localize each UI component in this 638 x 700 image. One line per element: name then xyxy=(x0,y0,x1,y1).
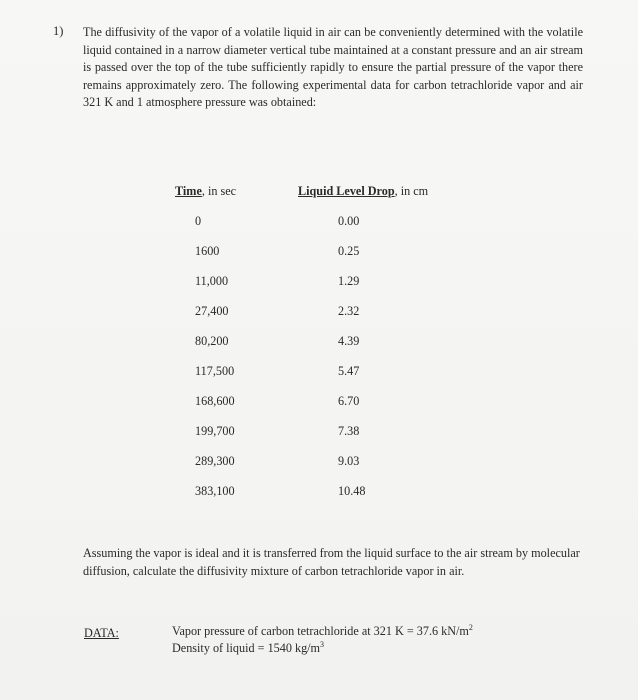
time-cell: 383,100 xyxy=(195,484,235,498)
data-table xyxy=(0,210,638,510)
level-cell: 6.70 xyxy=(338,394,360,408)
data-values xyxy=(172,623,473,657)
level-header-label: Liquid Level Drop xyxy=(298,184,395,198)
table-row xyxy=(0,300,638,330)
level-cell: 0.00 xyxy=(338,214,360,228)
table-row xyxy=(0,480,638,510)
level-cell: 9.03 xyxy=(338,454,360,468)
time-cell: 27,400 xyxy=(195,304,229,318)
table-row xyxy=(0,360,638,390)
level-cell: 2.32 xyxy=(338,304,360,318)
time-cell: 199,700 xyxy=(195,424,235,438)
table-row xyxy=(0,240,638,270)
table-header-time xyxy=(175,184,236,199)
time-cell: 0 xyxy=(195,214,202,228)
question-text: Assuming the vapor is ideal and it is transferred from the liquid surface to the air stream by molecular diffusion, calculate the diffusivity mixture of carbon tetrachloride vapor in air. xyxy=(83,546,580,578)
table-header-level xyxy=(298,184,428,199)
time-cell: 289,300 xyxy=(195,454,235,468)
data-label: DATA: xyxy=(84,626,119,640)
level-cell: 5.47 xyxy=(338,364,360,378)
table-row xyxy=(0,420,638,450)
vapor-pressure-line xyxy=(172,623,473,640)
time-cell: 11,000 xyxy=(195,274,229,288)
table-row xyxy=(0,330,638,360)
level-cell: 10.48 xyxy=(338,484,366,498)
table-row xyxy=(0,210,638,240)
table-row xyxy=(0,390,638,420)
level-cell: 7.38 xyxy=(338,424,360,438)
level-cell: 4.39 xyxy=(338,334,360,348)
time-header-unit: , in sec xyxy=(201,184,237,198)
table-row xyxy=(0,270,638,300)
table-row xyxy=(0,450,638,480)
level-cell: 1.29 xyxy=(338,274,360,288)
density-text: Density of liquid = 1540 kg/m xyxy=(172,641,321,655)
time-cell: 1600 xyxy=(195,244,220,258)
time-cell: 80,200 xyxy=(195,334,229,348)
vapor-pressure-text: Vapor pressure of carbon tetrachloride at 321 K = 37.6 kN/m xyxy=(172,624,469,638)
level-header-unit: , in cm xyxy=(394,184,429,198)
density-exponent: 3 xyxy=(320,640,325,649)
problem-number: 1) xyxy=(53,24,64,38)
time-header-label: Time xyxy=(175,184,202,198)
density-line xyxy=(172,640,473,657)
time-cell: 168,600 xyxy=(195,394,235,408)
vapor-pressure-exponent: 2 xyxy=(468,623,473,632)
time-cell: 117,500 xyxy=(195,364,235,378)
problem-intro: The diffusivity of the vapor of a volatile liquid in air can be conveniently determined with the volatile liquid contained in a narrow diameter vertical tube maintained at a constant pressure and an air stream is passed over the top of the tube sufficiently rapidly to ensure the partial pressure of the vapor there remains approximately zero. The following experimental data for carbon tetrachloride vapor and air 321 K and 1 atmosphere pressure was obtained: xyxy=(83,25,583,110)
level-cell: 0.25 xyxy=(338,244,360,258)
